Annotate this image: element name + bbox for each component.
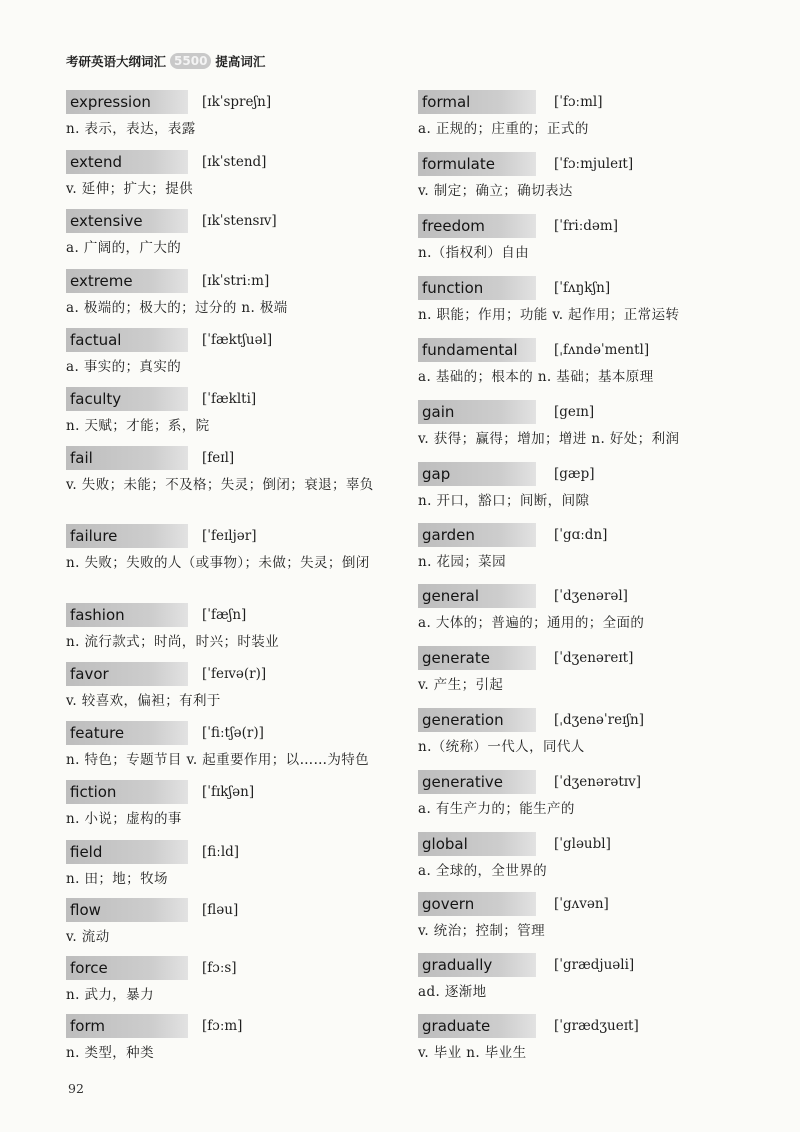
definition: n.（指权利）自由	[418, 245, 530, 261]
headword: govern	[418, 892, 536, 916]
phonetic: [feɪl]	[202, 450, 235, 466]
phonetic: [gæp]	[554, 466, 595, 482]
entry-headword-row	[66, 524, 401, 548]
definition: n. 武力，暴力	[66, 987, 154, 1003]
headword: extreme	[66, 269, 188, 293]
headword: gradually	[418, 953, 536, 977]
entry-headword-row	[418, 462, 763, 486]
vocab-entry	[418, 1014, 763, 1063]
headword: flow	[66, 898, 188, 922]
entry-headword-row	[66, 662, 401, 686]
vocab-entry	[66, 721, 401, 770]
headword: extend	[66, 150, 188, 174]
headword: gain	[418, 400, 536, 424]
phonetic: [ˈgrædjuəli]	[554, 957, 635, 973]
vocab-entry	[66, 150, 401, 199]
phonetic: [ˈfʌŋkʃn]	[554, 280, 611, 296]
vocab-entry	[66, 524, 401, 573]
entry-headword-row	[66, 209, 401, 233]
definition: v. 延伸；扩大；提供	[66, 181, 194, 197]
headword: fashion	[66, 603, 188, 627]
phonetic: [ˈfæʃn]	[202, 607, 247, 623]
vocab-entry	[418, 214, 763, 263]
definition: n.（统称）一代人，同代人	[418, 739, 585, 755]
entry-headword-row	[66, 956, 401, 980]
headword: extensive	[66, 209, 188, 233]
definition: a. 全球的，全世界的	[418, 863, 548, 879]
definition: v. 产生；引起	[418, 677, 504, 693]
phonetic: [ˌfʌndəˈmentl]	[554, 342, 650, 358]
entry-headword-row	[418, 276, 763, 300]
entry-headword-row	[418, 90, 763, 114]
definition: a. 基础的；根本的 n. 基础；基本原理	[418, 369, 654, 385]
phonetic: [ˈdʒenərəl]	[554, 588, 628, 604]
vocab-entry	[418, 892, 763, 941]
header-subtitle: 提高词汇	[215, 54, 266, 69]
entry-headword-row	[66, 387, 401, 411]
vocab-entry	[66, 956, 401, 1005]
definition: n. 失败；失败的人（或事物）；未做；失灵；倒闭	[66, 555, 370, 571]
entry-headword-row	[418, 1014, 763, 1038]
vocab-entry	[66, 780, 401, 829]
page-number: 92	[68, 1081, 84, 1096]
vocab-entry	[418, 646, 763, 695]
headword: generation	[418, 708, 536, 732]
phonetic: [ɪkˈstend]	[202, 154, 267, 170]
entry-headword-row	[66, 840, 401, 864]
phonetic: [fləu]	[202, 902, 239, 918]
headword: global	[418, 832, 536, 856]
entry-headword-row	[418, 646, 763, 670]
phonetic: [ˌdʒenəˈreɪʃn]	[554, 712, 645, 728]
entry-headword-row	[418, 832, 763, 856]
vocab-entry	[418, 400, 763, 449]
definition: n. 小说；虚构的事	[66, 811, 182, 827]
entry-headword-row	[418, 214, 763, 238]
entry-headword-row	[66, 446, 401, 470]
phonetic: [ˈfæklti]	[202, 391, 257, 407]
vocab-entry	[418, 338, 763, 387]
vocab-entry	[418, 90, 763, 139]
definition: v. 统治；控制；管理	[418, 923, 546, 939]
entry-headword-row	[66, 898, 401, 922]
definition: a. 极端的；极大的；过分的 n. 极端	[66, 300, 288, 316]
definition: a. 大体的；普遍的；通用的；全面的	[418, 615, 645, 631]
definition: v. 失败；未能；不及格；失灵；倒闭；衰退；辜负	[66, 477, 374, 493]
running-header	[66, 52, 265, 70]
vocab-entry	[66, 840, 401, 889]
definition: a. 有生产力的；能生产的	[418, 801, 575, 817]
headword: garden	[418, 523, 536, 547]
entry-headword-row	[66, 90, 401, 114]
phonetic: [ˈdʒenərətɪv]	[554, 774, 641, 790]
headword: fundamental	[418, 338, 536, 362]
headword: freedom	[418, 214, 536, 238]
phonetic: [fiːld]	[202, 844, 240, 860]
vocab-entry	[418, 832, 763, 881]
definition: n. 特色；专题节目 v. 起重要作用；以……为特色	[66, 752, 370, 768]
entry-headword-row	[66, 150, 401, 174]
entry-headword-row	[418, 953, 763, 977]
phonetic: [ˈfɔːmjuleɪt]	[554, 156, 634, 172]
headword: function	[418, 276, 536, 300]
header-title: 考研英语大纲词汇	[66, 54, 167, 69]
phonetic: [ˈgrædʒueɪt]	[554, 1018, 639, 1034]
definition: a. 广阔的，广大的	[66, 240, 182, 256]
vocab-entry	[418, 276, 763, 325]
phonetic: [ˈgləubl]	[554, 836, 611, 852]
entry-headword-row	[418, 708, 763, 732]
headword: general	[418, 584, 536, 608]
phonetic: [ˈdʒenəreɪt]	[554, 650, 634, 666]
phonetic: [ɪkˈstriːm]	[202, 273, 270, 289]
entry-headword-row	[418, 152, 763, 176]
vocab-entry	[66, 898, 401, 947]
entry-headword-row	[66, 269, 401, 293]
definition: n. 花园；菜园	[418, 554, 506, 570]
definition: a. 正规的；庄重的；正式的	[418, 121, 589, 137]
headword: generative	[418, 770, 536, 794]
headword: form	[66, 1014, 188, 1038]
vocab-entry	[66, 446, 401, 495]
phonetic: [ˈfiːtʃə(r)]	[202, 725, 264, 741]
entry-headword-row	[418, 523, 763, 547]
headword: generate	[418, 646, 536, 670]
vocab-entry	[418, 953, 763, 1002]
definition: n. 天赋；才能；系，院	[66, 418, 210, 434]
vocab-entry	[418, 708, 763, 757]
phonetic: [ˈfeɪljər]	[202, 528, 257, 544]
vocab-entry	[66, 328, 401, 377]
vocab-entry	[66, 603, 401, 652]
definition: v. 制定；确立；确切表达	[418, 183, 573, 199]
entry-headword-row	[418, 584, 763, 608]
headword: fail	[66, 446, 188, 470]
headword: gap	[418, 462, 536, 486]
headword: factual	[66, 328, 188, 352]
vocab-entry	[66, 209, 401, 258]
definition: ad. 逐渐地	[418, 984, 487, 1000]
phonetic: [ˈfæktʃuəl]	[202, 332, 273, 348]
entry-headword-row	[66, 721, 401, 745]
vocab-entry	[418, 770, 763, 819]
definition: n. 开口，豁口；间断，间隙	[418, 493, 590, 509]
vocab-entry	[66, 662, 401, 711]
phonetic: [geɪn]	[554, 404, 595, 420]
entry-headword-row	[418, 338, 763, 362]
vocab-entry	[66, 387, 401, 436]
entry-headword-row	[66, 603, 401, 627]
definition: a. 事实的；真实的	[66, 359, 182, 375]
phonetic: [fɔːs]	[202, 960, 237, 976]
entry-headword-row	[66, 1014, 401, 1038]
headword: failure	[66, 524, 188, 548]
headword: feature	[66, 721, 188, 745]
definition: n. 流行款式；时尚，时兴；时装业	[66, 634, 280, 650]
definition: v. 较喜欢，偏袒；有利于	[66, 693, 221, 709]
headword: formulate	[418, 152, 536, 176]
phonetic: [ˈgɑːdn]	[554, 527, 608, 543]
vocab-entry	[66, 90, 401, 139]
phonetic: [ɪkˈstensɪv]	[202, 213, 277, 229]
headword: graduate	[418, 1014, 536, 1038]
phonetic: [ˈfriːdəm]	[554, 218, 618, 234]
headword: favor	[66, 662, 188, 686]
headword: field	[66, 840, 188, 864]
vocab-entry	[418, 584, 763, 633]
entry-headword-row	[66, 328, 401, 352]
entry-headword-row	[418, 892, 763, 916]
definition: n. 类型，种类	[66, 1045, 154, 1061]
phonetic: [ˈgʌvən]	[554, 896, 609, 912]
header-badge: 5500	[170, 53, 211, 69]
phonetic: [ɪkˈspreʃn]	[202, 94, 272, 110]
headword: expression	[66, 90, 188, 114]
definition: v. 毕业 n. 毕业生	[418, 1045, 527, 1061]
vocab-entry	[66, 269, 401, 318]
entry-headword-row	[66, 780, 401, 804]
entry-headword-row	[418, 770, 763, 794]
headword: faculty	[66, 387, 188, 411]
headword: force	[66, 956, 188, 980]
headword: fiction	[66, 780, 188, 804]
vocab-entry	[66, 1014, 401, 1063]
vocab-entry	[418, 152, 763, 201]
definition: n. 田；地；牧场	[66, 871, 168, 887]
phonetic: [ˈfɪkʃən]	[202, 784, 255, 800]
vocab-entry	[418, 462, 763, 511]
definition: v. 流动	[66, 929, 110, 945]
definition: v. 获得；赢得；增加；增进 n. 好处；利润	[418, 431, 680, 447]
phonetic: [ˈfeɪvə(r)]	[202, 666, 267, 682]
definition: n. 表示，表达，表露	[66, 121, 196, 137]
entry-headword-row	[418, 400, 763, 424]
headword: formal	[418, 90, 536, 114]
definition: n. 职能；作用；功能 v. 起作用；正常运转	[418, 307, 680, 323]
vocab-entry	[418, 523, 763, 572]
phonetic: [ˈfɔːml]	[554, 94, 603, 110]
phonetic: [fɔːm]	[202, 1018, 243, 1034]
